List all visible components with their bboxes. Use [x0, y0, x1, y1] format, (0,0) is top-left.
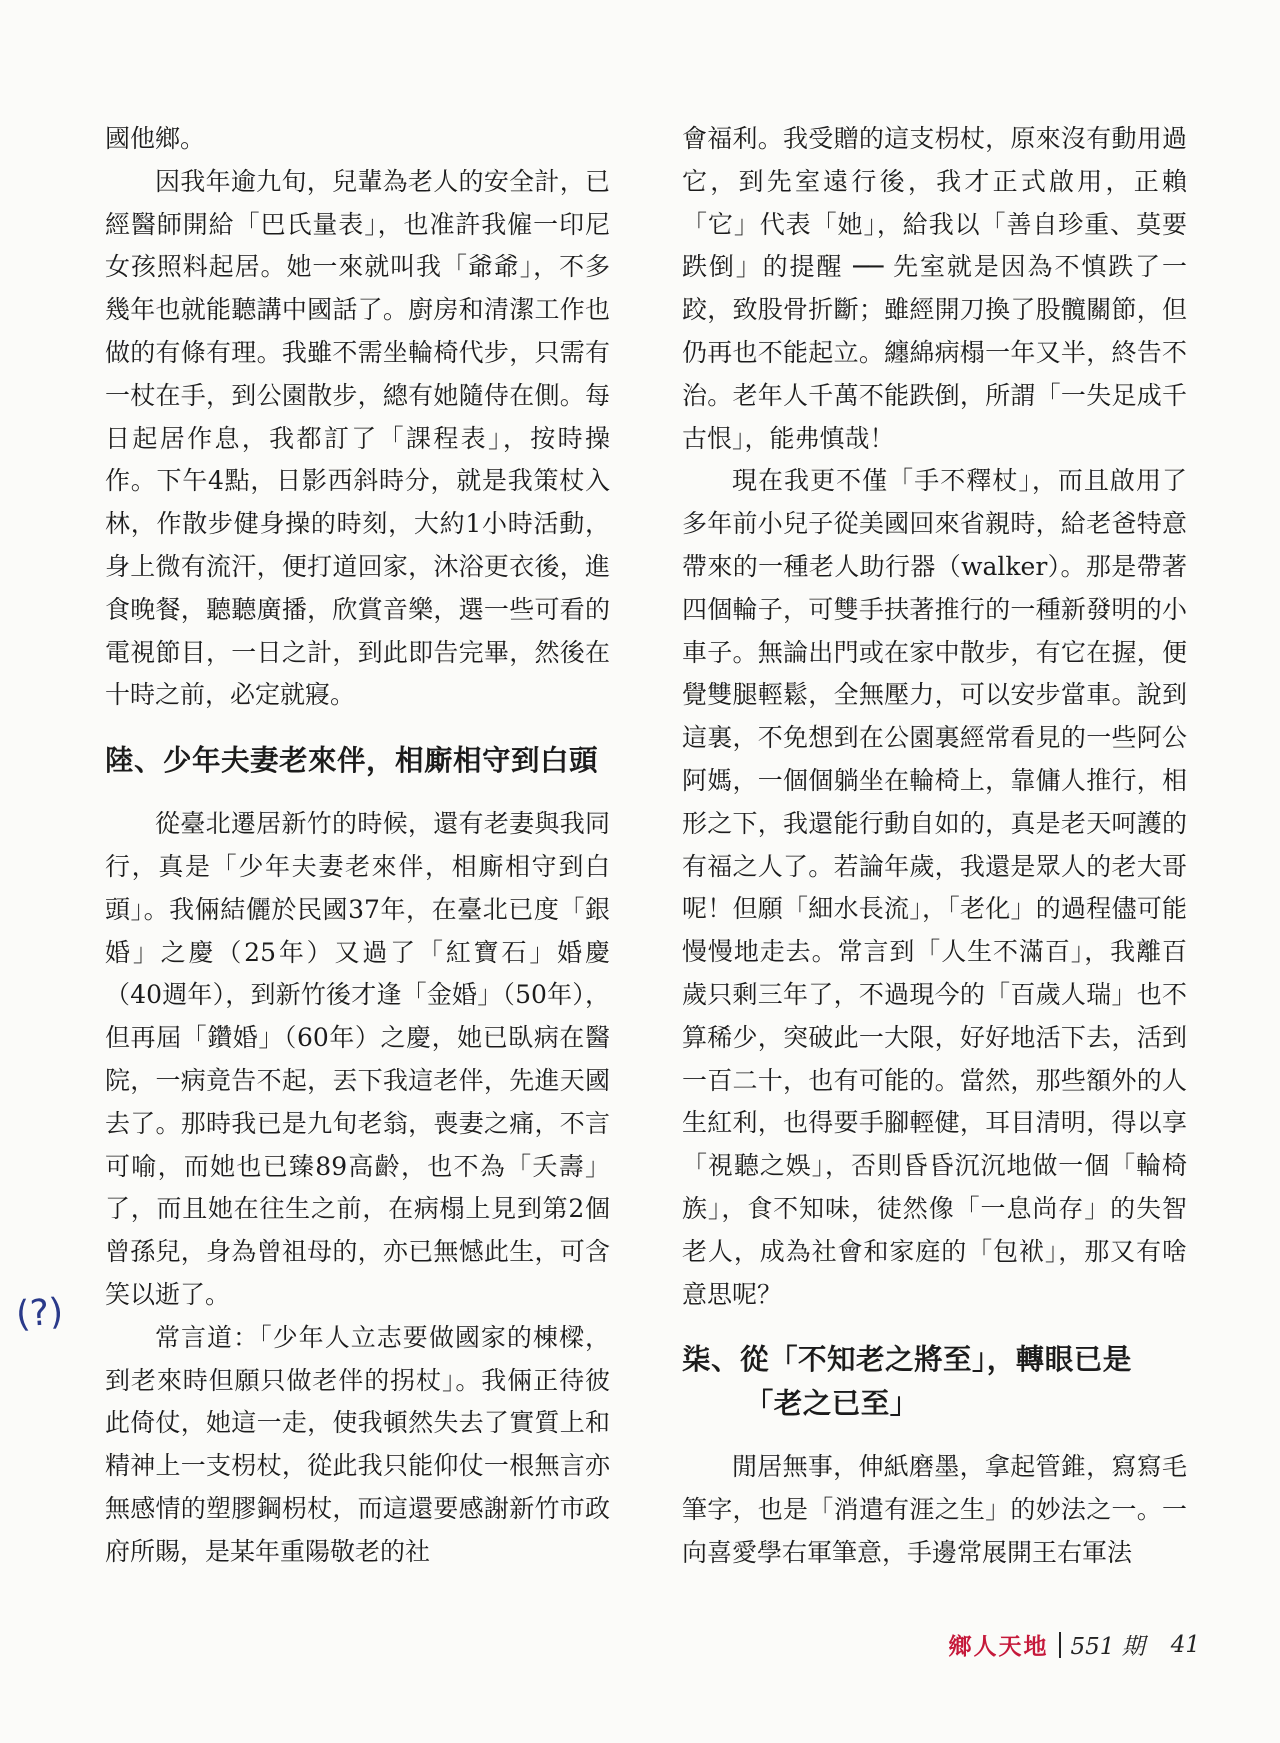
paragraph: 現在我更不僅「手不釋杖」，而且啟用了多年前小兒子從美國回來省親時，給老爸特意帶來的一種老人助行器（walker）。那是帶著四個輪子，可雙手扶著推行的一種新發明的小車子。無論出門或在家中散步，有它在握，便覺雙腿輕鬆，全無壓力，可以安步當車。說到這裏，不免想到在公園裏經常看見的一些阿公阿媽，一個個躺坐在輪椅上，靠傭人推行，相形之下，我還能行動自如的，真是老天呵護的有福之人了。若論年歲，我還是眾人的老大哥呢！但願「細水長流」，「老化」的過程儘可能慢慢地走去。常言到「人生不滿百」，我離百歲只剩三年了，不過現今的「百歲人瑞」也不算稀少，突破此一大限，好好地活下去，活到一百二十，也有可能的。當然，那些額外的人生紅利，也得要手腳輕健，耳目清明，得以享「視聽之娛」，否則昏昏沉沉地做一個「輪椅族」，食不知味，徒然像「一息尚存」的失智老人，成為社會和家庭的「包袱」，那又有啥意思呢？	[682, 466, 1187, 1309]
magazine-name: 鄉人天地	[948, 1633, 1049, 1660]
right-column	[682, 118, 1187, 1575]
issue-number: 551 期	[1070, 1634, 1145, 1660]
paragraph: 國他鄉。	[105, 124, 206, 153]
section-heading: 陸、少年夫妻老來伴，相廝相守到白頭	[105, 744, 599, 778]
paragraph: 因我年逾九旬，兒輩為老人的安全計，已經醫師開給「巴氏量表」，也准許我僱一印尼女孩照料起居。她一來就叫我「爺爺」，不多幾年也就能聽講中國話了。廚房和清潔工作也做的有條有理。我雖不需坐輪椅代步，只需有一杖在手，到公園散步，總有她隨侍在側。每日起居作息，我都訂了「課程表」，按時操作。下午4點，日影西斜時分，就是我策杖入林，作散步健身操的時刻，大約1小時活動，身上微有流汗，便打道回家，沐浴更衣後，進食晚餐，聽聽廣播，欣賞音樂，選一些可看的電視節目，一日之計，到此即告完畢，然後在十時之前，必定就寢。	[105, 166, 610, 710]
footer-divider	[1059, 1632, 1061, 1658]
paragraph: 從臺北遷居新竹的時候，還有老妻與我同行，真是「少年夫妻老來伴，相廝相守到白頭」。我倆結儷於民國37年，在臺北已度「銀婚」之慶（25年）又過了「紅寶石」婚慶（40週年），到新竹後才逢「金婚」（50年），但再屆「鑽婚」（60年）之慶，她已臥病在醫院，一病竟告不起，丟下我這老伴，先進天國去了。那時我已是九旬老翁，喪妻之痛，不言可喻，而她也已臻89高齡，也不為「夭壽」了，而且她在往生之前，在病榻上見到第2個曾孫兒，身為曾祖母的，亦已無憾此生，可含笑以逝了。	[105, 809, 610, 1309]
section-heading: 柒、從「不知老之將至」，轉眼已是「老之已至」	[682, 1343, 1132, 1421]
paragraph: 常言道：「少年人立志要做國家的棟樑，到老來時但願只做老伴的拐杖」。我倆正待彼此倚仗，她這一走，使我頓然失去了實質上和精神上一支枴杖，從此我只能仰仗一根無言亦無感情的塑膠鋼枴杖，而這還要感謝新竹市政府所賜，是某年重陽敬老的社	[105, 1322, 610, 1566]
handwritten-question-annotation: (?)	[14, 1291, 65, 1336]
page-footer	[949, 1628, 1201, 1661]
paragraph: 會福利。我受贈的這支枴杖，原來沒有動用過它，到先室遠行後，我才正式啟用，正賴「它」代表「她」，給我以「善自珍重、莫要跌倒」的提醒 ── 先室就是因為不慎跌了一跤，致股骨折斷；雖經開刀換了股髖關節，但仍再也不能起立。纏綿病榻一年又半，終告不治。老年人千萬不能跌倒，所謂「一失足成千古恨」，能弗慎哉！	[682, 124, 1187, 453]
page-number: 41	[1170, 1631, 1200, 1658]
left-column	[105, 118, 610, 1574]
paragraph: 閒居無事，伸紙磨墨，拿起管錐，寫寫毛筆字，也是「消遣有涯之生」的妙法之一。一向喜愛學右軍筆意，手邊常展開王右軍法	[682, 1452, 1187, 1567]
